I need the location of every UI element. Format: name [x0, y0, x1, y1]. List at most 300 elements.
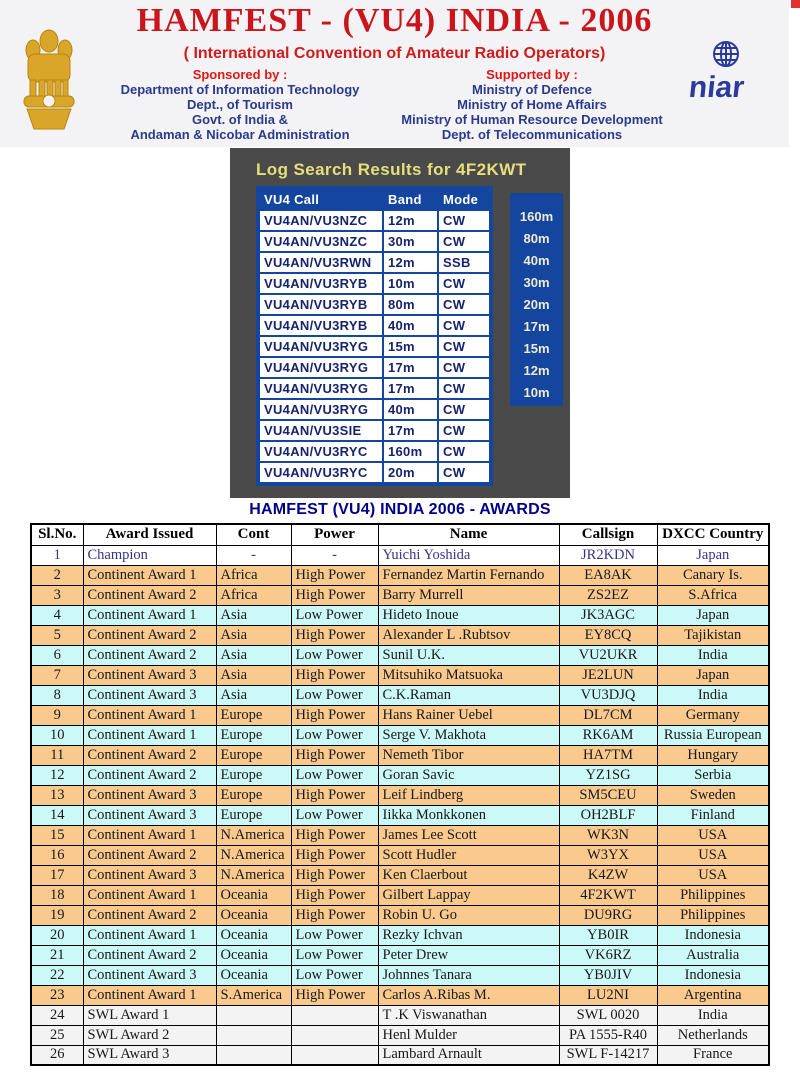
awards-col-header: Name: [378, 524, 559, 545]
awards-table-row: [31, 1025, 769, 1045]
supported-line: Dept. of Telecommunications: [441, 127, 623, 142]
awards-table-row: [31, 805, 769, 825]
cell-vu4-call: VU4AN/VU3RYB: [260, 316, 382, 335]
log-table-row: [260, 253, 489, 272]
cell-award: SWL Award 1: [83, 1005, 216, 1025]
log-table-row: [260, 316, 489, 335]
page-subtitle: ( International Convention of Amateur Radio Operators): [183, 45, 606, 62]
cell-vu4-call: VU4AN/VU3RYG: [260, 358, 382, 377]
cell-cont: Africa: [216, 585, 291, 605]
cell-name: Barry Murrell: [378, 585, 559, 605]
awards-table: [30, 523, 770, 1066]
cell-band: 20m: [384, 463, 437, 482]
cell-award: Continent Award 1: [83, 925, 216, 945]
cell-country: Australia: [657, 945, 769, 965]
cell-band: 40m: [384, 400, 437, 419]
awards-table-row: [31, 845, 769, 865]
band-item: 17m: [523, 319, 550, 334]
cell-cont: [216, 1005, 291, 1025]
page-title: HAMFEST - (VU4) INDIA - 2006: [136, 2, 653, 39]
awards-col-header: DXCC Country: [657, 524, 769, 545]
awards-table-row: [31, 905, 769, 925]
cell-award: Continent Award 1: [83, 725, 216, 745]
cell-country: France: [657, 1045, 769, 1065]
cell-cont: [216, 1025, 291, 1045]
india-emblem-icon: [20, 26, 78, 143]
cell-callsign: VK6RZ: [559, 945, 657, 965]
cell-power: High Power: [291, 705, 378, 725]
cell-mode: CW: [439, 274, 489, 293]
cell-callsign: VU2UKR: [559, 645, 657, 665]
cell-callsign: OH2BLF: [559, 805, 657, 825]
cell-slno: 7: [31, 665, 83, 685]
awards-col-header: Cont: [216, 524, 291, 545]
cell-mode: CW: [439, 316, 489, 335]
cell-callsign: K4ZW: [559, 865, 657, 885]
cell-country: Sweden: [657, 785, 769, 805]
cell-vu4-call: VU4AN/VU3RYG: [260, 379, 382, 398]
cell-callsign: EA8AK: [559, 565, 657, 585]
cell-slno: 3: [31, 585, 83, 605]
log-col-header: Mode: [443, 192, 479, 207]
cell-name: Hideto Inoue: [378, 605, 559, 625]
cell-award: Continent Award 2: [83, 765, 216, 785]
cell-callsign: VU3DJQ: [559, 685, 657, 705]
cell-band: 17m: [384, 358, 437, 377]
cell-slno: 13: [31, 785, 83, 805]
cell-power: High Power: [291, 865, 378, 885]
cell-name: Fernandez Martin Fernando: [378, 565, 559, 585]
cell-callsign: SWL F-14217: [559, 1045, 657, 1065]
cell-power: Low Power: [291, 765, 378, 785]
cell-callsign: JE2LUN: [559, 665, 657, 685]
awards-table-row: [31, 1005, 769, 1025]
log-table-row: [260, 421, 489, 440]
cell-power: [291, 1045, 378, 1065]
page-header: [0, 0, 789, 147]
cell-slno: 10: [31, 725, 83, 745]
cell-vu4-call: VU4AN/VU3SIE: [260, 421, 382, 440]
cell-name: Rezky Ichvan: [378, 925, 559, 945]
cell-mode: CW: [439, 463, 489, 482]
awards-table-row: [31, 545, 769, 565]
cell-cont: Europe: [216, 705, 291, 725]
cell-country: USA: [657, 865, 769, 885]
cell-country: Philippines: [657, 905, 769, 925]
cell-award: Continent Award 2: [83, 945, 216, 965]
cell-slno: 1: [31, 545, 83, 565]
cell-award: Continent Award 2: [83, 625, 216, 645]
cell-callsign: EY8CQ: [559, 625, 657, 645]
awards-table-row: [31, 605, 769, 625]
cell-mode: CW: [439, 295, 489, 314]
cell-power: Low Power: [291, 925, 378, 945]
corner-marker: [791, 0, 800, 8]
log-search-panel: [230, 148, 570, 498]
cell-cont: Oceania: [216, 965, 291, 985]
cell-cont: [216, 1045, 291, 1065]
awards-table-row: [31, 885, 769, 905]
sponsored-line: Department of Information Technology: [120, 82, 360, 97]
cell-award: Continent Award 3: [83, 805, 216, 825]
cell-band: 160m: [384, 442, 437, 461]
cell-vu4-call: VU4AN/VU3RYG: [260, 337, 382, 356]
awards-table-row: [31, 745, 769, 765]
awards-table-row: [31, 765, 769, 785]
sponsored-line: Andaman & Nicobar Administration: [130, 127, 350, 142]
cell-name: Iikka Monkkonen: [378, 805, 559, 825]
log-table-row: [260, 337, 489, 356]
cell-name: Ken Claerbout: [378, 865, 559, 885]
cell-slno: 21: [31, 945, 83, 965]
supported-by-block: [382, 67, 682, 142]
cell-callsign: YZ1SG: [559, 765, 657, 785]
awards-table-row: [31, 565, 769, 585]
cell-award: Continent Award 2: [83, 905, 216, 925]
supported-by-label: Supported by :: [486, 67, 578, 82]
log-table-header-row: [260, 190, 489, 209]
cell-country: Japan: [657, 605, 769, 625]
cell-name: Sunil U.K.: [378, 645, 559, 665]
cell-power: Low Power: [291, 725, 378, 745]
cell-slno: 17: [31, 865, 83, 885]
cell-slno: 15: [31, 825, 83, 845]
cell-name: Gilbert Lappay: [378, 885, 559, 905]
cell-cont: N.America: [216, 865, 291, 885]
cell-slno: 4: [31, 605, 83, 625]
cell-power: Low Power: [291, 685, 378, 705]
sponsored-by-block: [95, 67, 385, 142]
supported-line: Ministry of Defence: [472, 82, 592, 97]
cell-power: Low Power: [291, 945, 378, 965]
cell-mode: CW: [439, 442, 489, 461]
band-list: [510, 193, 563, 406]
cell-callsign: SWL 0020: [559, 1005, 657, 1025]
cell-cont: -: [216, 545, 291, 565]
cell-callsign: LU2NI: [559, 985, 657, 1005]
cell-cont: Europe: [216, 765, 291, 785]
cell-slno: 24: [31, 1005, 83, 1025]
cell-name: T .K Viswanathan: [378, 1005, 559, 1025]
cell-power: High Power: [291, 585, 378, 605]
cell-name: Robin U. Go: [378, 905, 559, 925]
cell-band: 15m: [384, 337, 437, 356]
cell-power: High Power: [291, 785, 378, 805]
cell-cont: Europe: [216, 745, 291, 765]
niar-logo-text: niar: [687, 71, 746, 104]
cell-callsign: PA 1555-R40: [559, 1025, 657, 1045]
cell-cont: Oceania: [216, 945, 291, 965]
cell-band: 80m: [384, 295, 437, 314]
log-search-title: Log Search Results for 4F2KWT: [256, 160, 527, 179]
cell-band: 12m: [384, 253, 437, 272]
cell-name: Hans Rainer Uebel: [378, 705, 559, 725]
cell-mode: CW: [439, 211, 489, 230]
cell-vu4-call: VU4AN/VU3RYC: [260, 442, 382, 461]
awards-table-row: [31, 725, 769, 745]
cell-country: India: [657, 1005, 769, 1025]
awards-table-row: [31, 825, 769, 845]
band-item: 30m: [523, 275, 550, 290]
cell-award: Continent Award 2: [83, 585, 216, 605]
cell-power: Low Power: [291, 645, 378, 665]
log-col-header: VU4 Call: [264, 192, 320, 207]
cell-callsign: YB0JIV: [559, 965, 657, 985]
awards-table-row: [31, 585, 769, 605]
cell-cont: N.America: [216, 825, 291, 845]
cell-mode: CW: [439, 358, 489, 377]
cell-mode: CW: [439, 400, 489, 419]
band-item: 12m: [523, 363, 550, 378]
cell-callsign: W3YX: [559, 845, 657, 865]
sponsored-by-label: Sponsored by :: [192, 67, 288, 82]
supported-line: Ministry of Home Affairs: [457, 97, 607, 112]
cell-slno: 23: [31, 985, 83, 1005]
cell-cont: Asia: [216, 665, 291, 685]
supported-line: Ministry of Human Resource Development: [401, 112, 663, 127]
log-table-row: [260, 295, 489, 314]
cell-award: Continent Award 1: [83, 565, 216, 585]
cell-slno: 8: [31, 685, 83, 705]
cell-callsign: DU9RG: [559, 905, 657, 925]
cell-mode: CW: [439, 421, 489, 440]
cell-band: 30m: [384, 232, 437, 251]
awards-table-row: [31, 645, 769, 665]
log-table-row: [260, 211, 489, 230]
cell-callsign: ZS2EZ: [559, 585, 657, 605]
cell-cont: N.America: [216, 845, 291, 865]
cell-name: Henl Mulder: [378, 1025, 559, 1045]
cell-power: High Power: [291, 905, 378, 925]
awards-table-row: [31, 785, 769, 805]
cell-cont: S.America: [216, 985, 291, 1005]
sponsored-line: Dept., of Tourism: [187, 97, 293, 112]
cell-mode: CW: [439, 232, 489, 251]
sponsored-line: Govt. of India &: [191, 112, 289, 127]
cell-vu4-call: VU4AN/VU3RYC: [260, 463, 382, 482]
band-item: 160m: [519, 209, 554, 224]
awards-header-row: [31, 524, 769, 545]
cell-country: Japan: [657, 665, 769, 685]
cell-award: Continent Award 3: [83, 865, 216, 885]
cell-callsign: SM5CEU: [559, 785, 657, 805]
cell-power: [291, 1005, 378, 1025]
cell-country: Philippines: [657, 885, 769, 905]
cell-slno: 5: [31, 625, 83, 645]
cell-cont: Oceania: [216, 925, 291, 945]
awards-table-row: [31, 665, 769, 685]
cell-power: Low Power: [291, 605, 378, 625]
cell-name: Goran Savic: [378, 765, 559, 785]
cell-power: High Power: [291, 985, 378, 1005]
cell-vu4-call: VU4AN/VU3NZC: [260, 232, 382, 251]
cell-slno: 20: [31, 925, 83, 945]
cell-slno: 22: [31, 965, 83, 985]
cell-callsign: RK6AM: [559, 725, 657, 745]
awards-col-header: Sl.No.: [31, 524, 83, 545]
band-item: 10m: [523, 385, 550, 400]
cell-country: India: [657, 645, 769, 665]
cell-award: Continent Award 2: [83, 845, 216, 865]
log-table-row: [260, 379, 489, 398]
cell-vu4-call: VU4AN/VU3NZC: [260, 211, 382, 230]
band-item: 15m: [523, 341, 550, 356]
band-item: 20m: [523, 297, 550, 312]
cell-power: Low Power: [291, 805, 378, 825]
cell-slno: 26: [31, 1045, 83, 1065]
cell-country: Canary Is.: [657, 565, 769, 585]
cell-mode: CW: [439, 379, 489, 398]
cell-power: Low Power: [291, 965, 378, 985]
cell-cont: Asia: [216, 685, 291, 705]
cell-power: High Power: [291, 565, 378, 585]
cell-power: High Power: [291, 625, 378, 645]
log-table-row: [260, 442, 489, 461]
cell-name: Carlos A.Ribas M.: [378, 985, 559, 1005]
awards-table-row: [31, 945, 769, 965]
cell-vu4-call: VU4AN/VU3RYG: [260, 400, 382, 419]
cell-cont: Europe: [216, 785, 291, 805]
cell-band: 17m: [384, 379, 437, 398]
cell-country: Indonesia: [657, 965, 769, 985]
cell-slno: 11: [31, 745, 83, 765]
cell-power: High Power: [291, 845, 378, 865]
cell-award: Continent Award 1: [83, 605, 216, 625]
cell-country: Hungary: [657, 745, 769, 765]
cell-power: High Power: [291, 885, 378, 905]
cell-cont: Europe: [216, 805, 291, 825]
cell-award: Continent Award 3: [83, 685, 216, 705]
cell-country: Tajikistan: [657, 625, 769, 645]
cell-award: Continent Award 3: [83, 665, 216, 685]
cell-country: Indonesia: [657, 925, 769, 945]
awards-title: HAMFEST (VU4) INDIA 2006 - AWARDS: [249, 501, 551, 518]
cell-power: High Power: [291, 745, 378, 765]
awards-table-row: [31, 985, 769, 1005]
cell-name: James Lee Scott: [378, 825, 559, 845]
cell-name: Mitsuhiko Matsuoka: [378, 665, 559, 685]
cell-callsign: JR2KDN: [559, 545, 657, 565]
cell-award: Continent Award 2: [83, 745, 216, 765]
cell-country: Netherlands: [657, 1025, 769, 1045]
cell-cont: Asia: [216, 625, 291, 645]
cell-country: Argentina: [657, 985, 769, 1005]
cell-country: Japan: [657, 545, 769, 565]
awards-table-row: [31, 705, 769, 725]
cell-power: High Power: [291, 665, 378, 685]
cell-power: [291, 1025, 378, 1045]
cell-name: Serge V. Makhota: [378, 725, 559, 745]
cell-vu4-call: VU4AN/VU3RYB: [260, 274, 382, 293]
band-item: 40m: [523, 253, 550, 268]
cell-mode: SSB: [439, 253, 489, 272]
awards-table-row: [31, 965, 769, 985]
cell-band: 12m: [384, 211, 437, 230]
cell-award: Continent Award 1: [83, 705, 216, 725]
cell-country: India: [657, 685, 769, 705]
cell-band: 40m: [384, 316, 437, 335]
awards-col-header: Award Issued: [83, 524, 216, 545]
cell-power: -: [291, 545, 378, 565]
cell-callsign: HA7TM: [559, 745, 657, 765]
cell-country: S.Africa: [657, 585, 769, 605]
cell-name: Johnnes Tanara: [378, 965, 559, 985]
cell-cont: Asia: [216, 645, 291, 665]
log-table-row: [260, 400, 489, 419]
cell-name: Nemeth Tibor: [378, 745, 559, 765]
log-table-row: [260, 274, 489, 293]
awards-table-row: [31, 865, 769, 885]
cell-band: 17m: [384, 421, 437, 440]
cell-cont: Africa: [216, 565, 291, 585]
cell-cont: Oceania: [216, 885, 291, 905]
cell-name: Alexander L .Rubtsov: [378, 625, 559, 645]
awards-table-row: [31, 625, 769, 645]
cell-slno: 18: [31, 885, 83, 905]
awards-col-header: Power: [291, 524, 378, 545]
cell-award: SWL Award 2: [83, 1025, 216, 1045]
cell-country: USA: [657, 825, 769, 845]
awards-col-header: Callsign: [559, 524, 657, 545]
cell-cont: Asia: [216, 605, 291, 625]
cell-country: Russia European: [657, 725, 769, 745]
cell-callsign: 4F2KWT: [559, 885, 657, 905]
cell-country: Finland: [657, 805, 769, 825]
awards-table-row: [31, 1045, 769, 1065]
cell-award: Continent Award 2: [83, 645, 216, 665]
log-col-header: Band: [388, 192, 422, 207]
cell-name: Scott Hudler: [378, 845, 559, 865]
cell-cont: Oceania: [216, 905, 291, 925]
cell-slno: 9: [31, 705, 83, 725]
cell-callsign: YB0IR: [559, 925, 657, 945]
cell-slno: 2: [31, 565, 83, 585]
cell-callsign: JK3AGC: [559, 605, 657, 625]
cell-vu4-call: VU4AN/VU3RYB: [260, 295, 382, 314]
cell-slno: 25: [31, 1025, 83, 1045]
log-table-row: [260, 232, 489, 251]
cell-award: Continent Award 1: [83, 825, 216, 845]
cell-name: Yuichi Yoshida: [378, 545, 559, 565]
awards-table-row: [31, 925, 769, 945]
cell-slno: 12: [31, 765, 83, 785]
cell-cont: Europe: [216, 725, 291, 745]
cell-callsign: DL7CM: [559, 705, 657, 725]
cell-name: Peter Drew: [378, 945, 559, 965]
cell-award: Continent Award 1: [83, 985, 216, 1005]
cell-award: Champion: [83, 545, 216, 565]
band-item: 80m: [523, 231, 550, 246]
cell-callsign: WK3N: [559, 825, 657, 845]
cell-slno: 19: [31, 905, 83, 925]
cell-slno: 14: [31, 805, 83, 825]
cell-vu4-call: VU4AN/VU3RWN: [260, 253, 382, 272]
cell-mode: CW: [439, 337, 489, 356]
cell-slno: 6: [31, 645, 83, 665]
niar-logo: [680, 40, 772, 111]
cell-award: Continent Award 3: [83, 785, 216, 805]
cell-band: 10m: [384, 274, 437, 293]
cell-name: Leif Lindberg: [378, 785, 559, 805]
log-table-row: [260, 358, 489, 377]
awards-table-row: [31, 685, 769, 705]
cell-name: Lambard Arnault: [378, 1045, 559, 1065]
cell-country: USA: [657, 845, 769, 865]
log-table: [256, 186, 493, 486]
cell-country: Serbia: [657, 765, 769, 785]
cell-power: High Power: [291, 825, 378, 845]
cell-country: Germany: [657, 705, 769, 725]
